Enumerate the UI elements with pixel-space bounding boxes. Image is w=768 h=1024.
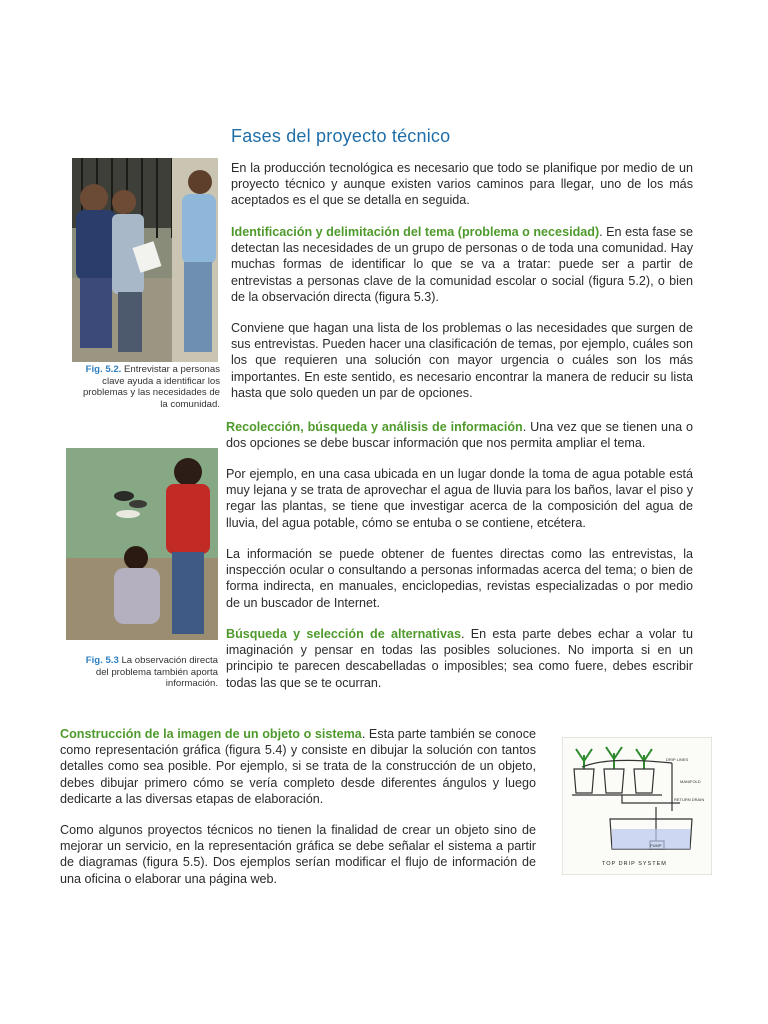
figure-caption-text: La observación directa del problema también aporta información. xyxy=(95,655,218,690)
section-heading: Construcción de la imagen de un objeto o sistema xyxy=(60,727,362,741)
figure-caption-5-2 xyxy=(80,364,220,410)
construccion-p2-block xyxy=(60,822,536,887)
drip-label: MANIFOLD xyxy=(680,779,701,784)
drip-label: PUMP xyxy=(650,843,662,848)
construccion-paragraph xyxy=(60,726,536,807)
interview-photo xyxy=(72,158,218,362)
section-heading: Recolección, búsqueda y análisis de información xyxy=(226,420,523,434)
figure-caption-5-3 xyxy=(80,655,218,690)
identificacion-paragraph xyxy=(231,224,693,305)
drip-label: RETURN DRAIN xyxy=(674,797,705,802)
section-heading: Identificación y delimitación del tema (problema o necesidad) xyxy=(231,225,600,239)
section-construccion xyxy=(60,726,536,807)
figure-label: Fig. 5.2. xyxy=(85,364,122,375)
identificacion-paragraph-2: Conviene que hagan una lista de los problemas o las necesidades que surgen de sus entrevistas. Pueden hacer una clasificación de temas, por ejemplo, cuáles son los que requieren una solución con mayor urgencia o cuáles son los más importantes. En este sentido, es necesario encontrar la manera de reducir su lista hasta que solo queden un par de opciones. xyxy=(231,321,693,400)
section-text: . Esta parte también se conoce como representación gráfica (figura 5.4) y consiste en dibujar la solución con tantos detalles como sea posible. Por ejemplo, si se trata de la construcción de un objeto, debes dibujar primero cómo se vería completo desde diferentes ángulos y luego dedicarte a las diversas etapas de elaboración. xyxy=(60,727,536,806)
figure-caption-text: Entrevistar a personas clave ayuda a identificar los problemas y las necesidades de la comunidad. xyxy=(82,364,220,410)
section-busqueda xyxy=(226,626,693,691)
recoleccion-paragraph xyxy=(226,419,693,451)
section-text: . En esta fase se detectan las necesidades de un grupo de personas o de toda una comunidad. Hay muchas formas de identificar lo que se va a tratar: puede ser a partir de entrevistas a personas clave de la comunidad escolar o social (figura 5.2), o bien de la observación directa (figura 5.3). xyxy=(231,225,693,304)
drip-system-drawing xyxy=(562,737,712,875)
recoleccion-p3-block xyxy=(226,546,693,611)
recoleccion-paragraph-2: Por ejemplo, en una casa ubicada en un lugar donde la toma de agua potable está muy lejana y se trata de aprovechar el agua de lluvia para los baños, lavar el piso y regar las plantas, se tiene que investigar acerca de la composición del agua de lluvia, del agua potable, cómo se entuba o se contiene, etcétera. xyxy=(226,467,693,530)
figure-label: Fig. 5.3 xyxy=(85,655,119,666)
drip-caption: TOP DRIP SYSTEM xyxy=(602,861,667,867)
page-title: Fases del proyecto técnico xyxy=(231,126,451,146)
recoleccion-paragraph-3: La información se puede obtener de fuentes directas como las entrevistas, la inspección ocular o consultando a personas informadas acerca del tema; o bien de forma indirecta, en manuales, enciclopedias, revistas especializadas o por medio de un buscador de Internet. xyxy=(226,547,693,610)
recoleccion-p2-block xyxy=(226,466,693,531)
section-text: . Una vez que se tienen una o dos opciones se debe buscar información que nos permita ampliar el tema. xyxy=(226,420,693,451)
section-identificacion xyxy=(231,224,693,305)
intro-paragraph: En la producción tecnológica es necesario que todo se planifique por medio de un proyecto técnico y aunque existen varios caminos para llegar, uno de los más aceptados es el que se detalla en seguida. xyxy=(231,161,693,208)
section-heading: Búsqueda y selección de alternativas xyxy=(226,627,461,641)
busqueda-paragraph xyxy=(226,626,693,691)
construccion-paragraph-2: Como algunos proyectos técnicos no tienen la finalidad de crear un objeto sino de mejorar un servicio, en la representación gráfica se debe señalar el sistema a partir de diagramas (figura 5.5). Dos ejemplos serían modificar el flujo de información de una oficina o elaborar una página web. xyxy=(60,823,536,886)
section-text: . En esta parte debes echar a volar tu imaginación y pensar en todas las posibles soluciones. No importa si en un principio te parecen descabelladas o imposibles; sea como fuere, debes escribir todas las que se te ocurran. xyxy=(226,627,693,690)
section-recoleccion xyxy=(226,419,693,451)
drip-label: DRIP LINES xyxy=(666,757,689,762)
intro-block xyxy=(231,160,693,209)
identificacion-p2-block xyxy=(231,320,693,401)
observation-photo xyxy=(66,448,218,640)
